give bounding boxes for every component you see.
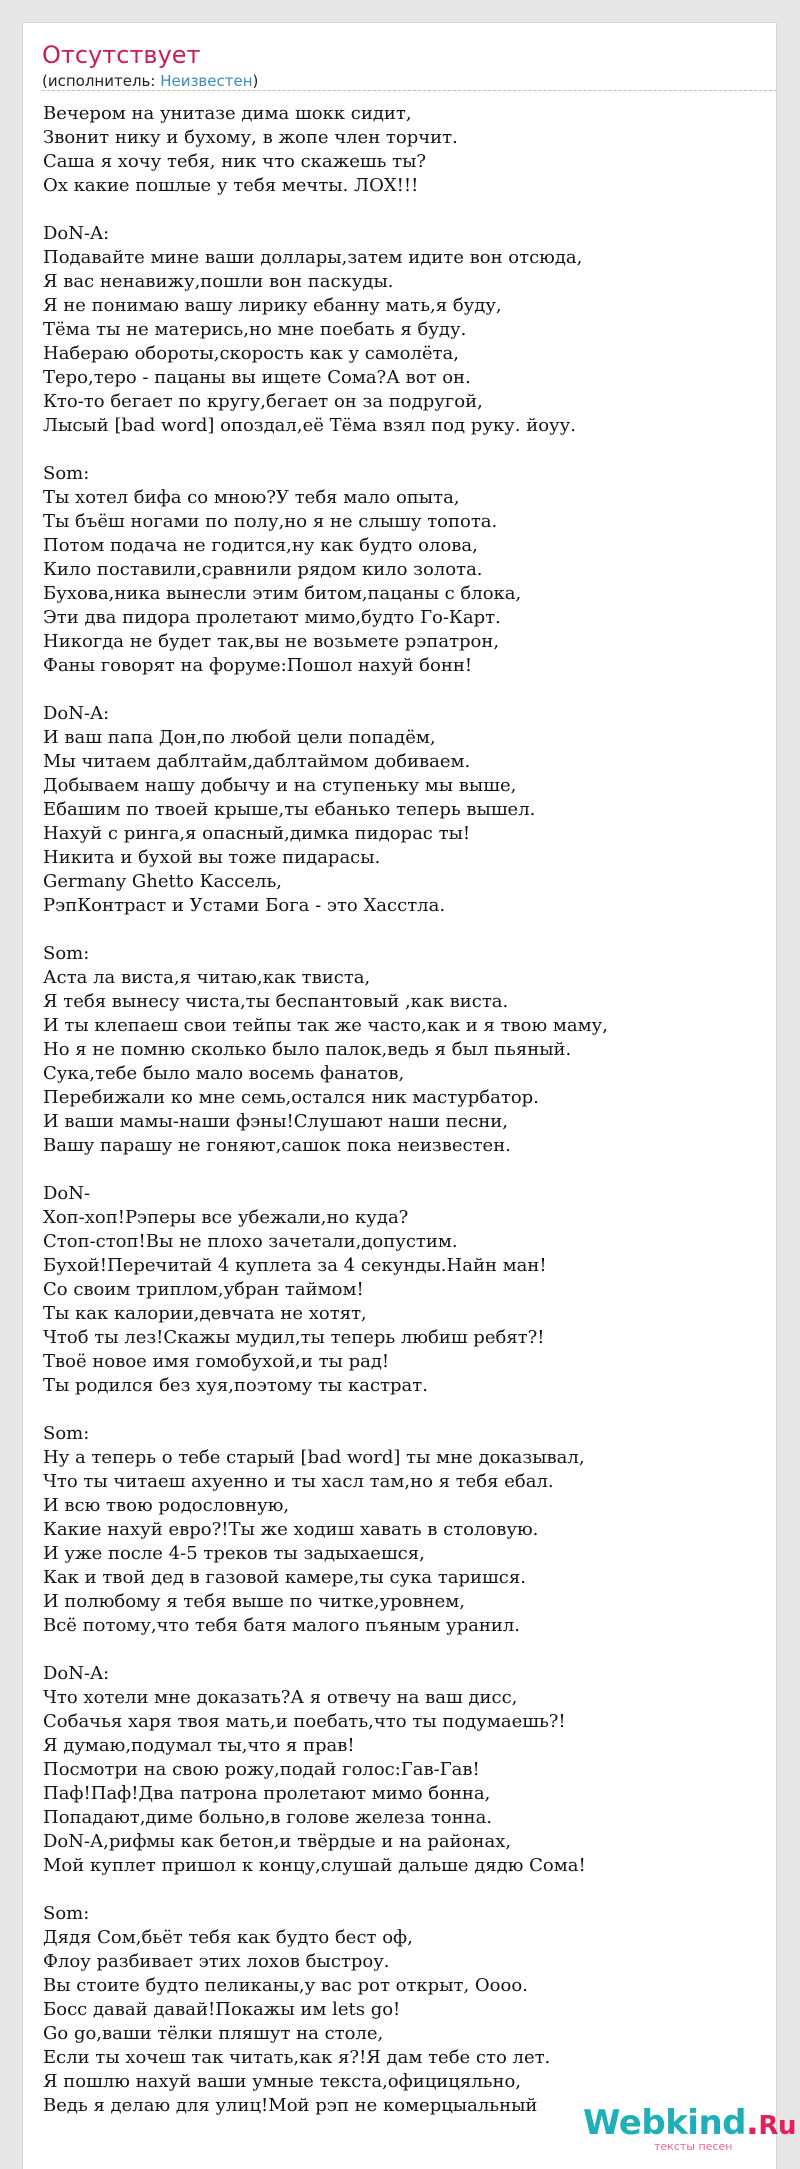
lyric-line: Но я не помню сколько было палок,ведь я был пьяный.: [43, 1039, 572, 1060]
lyric-line: Бухова,ника вынесли этим битом,пацаны с блока,: [43, 583, 522, 604]
lyric-line: Потом подача не годится,ну как будто олова,: [43, 535, 478, 556]
logo-tagline: тексты песен: [654, 2140, 733, 2153]
lyric-line: Ты бъёш ногами по полу,но я не слышу топота.: [43, 511, 498, 532]
lyric-line: Стоп-стоп!Вы не плохо зачетали,допустим.: [43, 1231, 458, 1252]
lyric-line: DoN-A:: [43, 223, 110, 244]
logo-main-text: Webkind: [583, 2103, 746, 2143]
lyric-line: Подавайте мине ваши доллары,затем идите вон отсюда,: [43, 247, 583, 268]
lyric-line: Флоу разбивает этих лохов быстроу.: [43, 1951, 390, 1972]
lyric-line: Бухой!Перечитай 4 куплета за 4 секунды.Найн ман!: [43, 1255, 547, 1276]
lyric-line: Som:: [43, 463, 90, 484]
lyric-line: Кило поставили,сравнили рядом кило золота.: [43, 559, 483, 580]
lyric-line: Ты как калории,девчата не хотят,: [43, 1303, 367, 1324]
lyric-line: Собачья харя твоя мать,и поебать,что ты подумаешь?!: [43, 1711, 566, 1732]
lyric-line: Со своим триплом,убран таймом!: [43, 1279, 364, 1300]
lyric-line: И уже после 4-5 треков ты задыхаешся,: [43, 1543, 425, 1564]
logo-dot-text: .: [746, 2103, 759, 2143]
lyric-line: Посмотри на свою рожу,подай голос:Гав-Гав!: [43, 1759, 480, 1780]
lyric-blank-line: [43, 678, 773, 702]
lyric-line: Я тебя вынесу чиста,ты беспантовый ,как виста.: [43, 991, 509, 1012]
lyric-line: Добываем нашу добычу и на ступеньку мы выше,: [43, 775, 517, 796]
lyric-blank-line: [43, 1158, 773, 1182]
lyric-line: Набераю обороты,скорость как у самолёта,: [43, 343, 459, 364]
lyric-blank-line: [43, 198, 773, 222]
lyric-blank-line: [43, 1398, 773, 1422]
artist-divider: [42, 90, 777, 91]
lyric-blank-line: [43, 438, 773, 462]
lyric-line: Перебижали ко мне семь,остался ник мастурбатор.: [43, 1087, 539, 1108]
lyric-line: Никогда не будет так,вы не возьмете рэпатрон,: [43, 631, 500, 652]
lyric-line: Босс давай давай!Покажы им lets go!: [43, 1999, 401, 2020]
lyric-line: Тёма ты не матерись,но мне поебать я буду.: [43, 319, 467, 340]
lyric-line: Ебашим по твоей крыше,ты ебанько теперь вышел.: [43, 799, 536, 820]
lyric-line: И полюбому я тебя выше по читке,уровнем,: [43, 1591, 466, 1612]
lyric-line: И ваш папа Дон,по любой цели попадём,: [43, 727, 436, 748]
lyric-line: Чтоб ты лез!Скажы мудил,ты теперь любиш ребят?!: [43, 1327, 545, 1348]
lyric-line: Теро,теро - пацаны вы ищете Сома?А вот он.: [43, 367, 471, 388]
artist-link[interactable]: Неизвестен: [160, 72, 253, 90]
lyric-line: Эти два пидора пролетают мимо,будто Го-Карт.: [43, 607, 501, 628]
lyric-line: Вашу парашу не гоняют,сашок пока неизвестен.: [43, 1135, 511, 1156]
lyric-line: Вечером на унитазе дима шокк сидит,: [43, 103, 412, 124]
lyric-line: Дядя Сом,бьёт тебя как будто бест оф,: [43, 1927, 413, 1948]
lyric-line: Никита и бухой вы тоже пидарасы.: [43, 847, 381, 868]
lyric-blank-line: [43, 1878, 773, 1902]
webkind-logo[interactable]: [583, 2103, 796, 2163]
song-card: [22, 22, 777, 2169]
lyric-line: Ты родился без хуя,поэтому ты кастрат.: [43, 1375, 428, 1396]
lyric-line: Вы стоите будто пеликаны,у вас рот открыт, Оооо.: [43, 1975, 528, 1996]
lyric-line: Что ты читаеш ахуенно и ты хасл там,но я тебя ебал.: [43, 1471, 554, 1492]
lyric-line: И ты клепаеш свои тейпы так же часто,как и я твою маму,: [43, 1015, 608, 1036]
lyric-line: Я думаю,подумал ты,что я прав!: [43, 1735, 355, 1756]
lyric-line: И всю твою родословную,: [43, 1495, 290, 1516]
lyric-line: Нахуй с ринга,я опасный,димка пидорас ты!: [43, 823, 471, 844]
lyric-line: Я пошлю нахуй ваши умные текста,официцяльно,: [43, 2071, 522, 2092]
lyric-line: Как и твой дед в газовой камере,ты сука таришся.: [43, 1567, 526, 1588]
lyric-line: Кто-то бегает по кругу,бегает он за подругой,: [43, 391, 483, 412]
lyric-line: Сука,тебе было мало восемь фанатов,: [43, 1063, 405, 1084]
lyric-line: Мы читаем даблтайм,даблтаймом добиваем.: [43, 751, 471, 772]
lyric-line: Твоё новое имя гомобухой,и ты рад!: [43, 1351, 390, 1372]
lyric-line: Я не понимаю вашу лирику ебанну мать,я буду,: [43, 295, 502, 316]
lyric-line: Если ты хочеш так читать,как я?!Я дам тебе сто лет.: [43, 2047, 551, 2068]
lyric-line: Попадают,диме больно,в голове железа тонна.: [43, 1807, 493, 1828]
lyric-line: Лысый [bad word] опоздал,её Тёма взял под руку. йоуу.: [43, 415, 576, 436]
lyric-line: Go go,ваши тёлки пляшут на столе,: [43, 2023, 384, 2044]
lyric-line: Какие нахуй евро?!Ты же ходиш хавать в столовую.: [43, 1519, 539, 1540]
lyric-line: Хоп-хоп!Рэперы все убежали,но куда?: [43, 1207, 409, 1228]
lyric-line: РэпКонтраст и Устами Бога - это Хасстла.: [43, 895, 446, 916]
lyric-line: Паф!Паф!Два патрона пролетают мимо бонна,: [43, 1783, 491, 1804]
lyric-line: Что хотели мне доказать?А я отвечу на ваш дисс,: [43, 1687, 518, 1708]
lyric-line: Som:: [43, 1423, 90, 1444]
artist-prefix: (исполнитель:: [42, 72, 161, 90]
lyric-line: Звонит нику и бухому, в жопе член торчит.: [43, 127, 458, 148]
lyrics-text: [43, 102, 773, 2118]
lyric-line: Саша я хочу тебя, ник что скажешь ты?: [43, 151, 427, 172]
lyric-line: Ведь я делаю для улиц!Мой рэп не комерцыальный: [43, 2095, 538, 2116]
lyric-blank-line: [43, 1638, 773, 1662]
lyric-line: Аста ла виста,я читаю,как твиста,: [43, 967, 371, 988]
lyric-blank-line: [43, 918, 773, 942]
lyric-line: Som:: [43, 1903, 90, 1924]
lyric-line: Ох какие пошлые у тебя мечты. ЛОХ!!!: [43, 175, 419, 196]
lyric-line: Ты хотел бифа со мною?У тебя мало опыта,: [43, 487, 460, 508]
lyric-line: DoN-A:: [43, 703, 110, 724]
lyric-line: DoN-A:: [43, 1663, 110, 1684]
lyric-line: Всё потому,что тебя батя малого пъяным уранил.: [43, 1615, 521, 1636]
lyric-line: И ваши мамы-наши фэны!Слушают наши песни,: [43, 1111, 509, 1132]
lyric-line: DoN-: [43, 1183, 91, 1204]
lyric-line: Я вас ненавижу,пошли вон паскуды.: [43, 271, 394, 292]
lyric-line: Мой куплет пришол к концу,слушай дальше дядю Сома!: [43, 1855, 586, 1876]
lyric-line: Фаны говорят на форуме:Пошол нахуй бонн!: [43, 655, 473, 676]
song-title: Отсутствует: [42, 41, 201, 69]
lyric-line: Ну а теперь о тебе старый [bad word] ты мне доказывал,: [43, 1447, 585, 1468]
lyric-line: Germany Ghetto Кассель,: [43, 871, 283, 892]
lyric-line: DoN-A,рифмы как бетон,и твёрдые и на районах,: [43, 1831, 512, 1852]
lyric-line: Som:: [43, 943, 90, 964]
artist-suffix: ): [252, 72, 259, 90]
logo-tld-text: Ru: [758, 2111, 796, 2141]
